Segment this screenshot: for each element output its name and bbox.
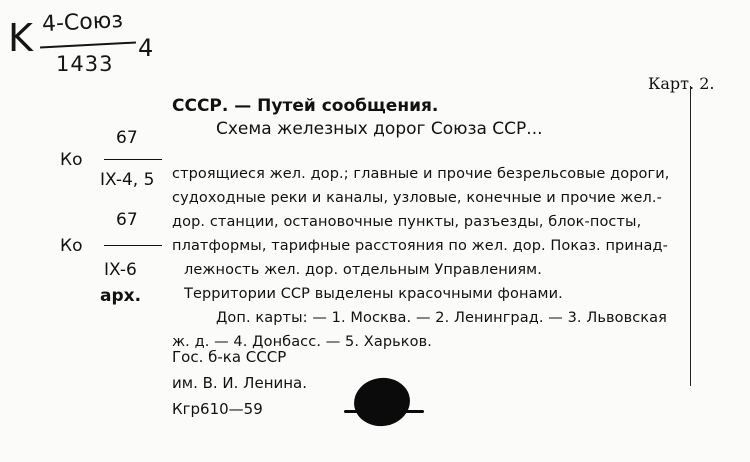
handwritten-divider — [40, 41, 136, 48]
card-description — [172, 162, 732, 354]
description-line: Территории ССР выделены красочными фонами. — [184, 286, 563, 302]
description-line: Доп. карты: — 1. Москва. — 2. Ленинград. — 3. Львовская — [216, 310, 667, 326]
handwritten-k: K — [8, 16, 31, 60]
ink-stamp — [351, 374, 413, 429]
library-block — [172, 344, 307, 422]
description-line: ж. д. — 4. Донбасс. — 5. Харьков. — [172, 334, 432, 350]
library-line: им. В. И. Ленина. — [172, 374, 308, 392]
handwritten-top: 4-Союз — [41, 7, 124, 38]
shelfmark-2-bottom: IX-6 — [104, 260, 137, 280]
description-line: строящиеся жел. дор.; главные и прочие безрельсовые дороги, — [172, 166, 670, 182]
card-number: Карт. 2. — [648, 74, 715, 93]
shelfmark-2-top: 67 — [116, 210, 138, 230]
shelfmark-2-prefix: Ко — [60, 236, 83, 256]
shelfmark-1-bottom: IX-4, 5 — [100, 170, 155, 190]
ink-stamp-underline — [344, 410, 424, 413]
description-line: дор. станции, остановочные пункты, разъезды, блок-посты, — [172, 214, 642, 230]
description-line: судоходные реки и каналы, узловые, конечные и прочие жел.- — [172, 190, 662, 206]
card-title: СССР. — Путей сообщения. — [172, 96, 439, 116]
description-line: лежность жел. дор. отдельным Управлениям. — [184, 262, 542, 278]
shelfmark-1-top: 67 — [116, 128, 138, 148]
library-line: Гос. б-ка СССР — [172, 348, 287, 366]
card-subtitle: Схема железных дорог Союза ССР... — [216, 119, 543, 139]
punch-line — [690, 86, 691, 386]
description-line: платформы, тарифные расстояния по жел. дор. Показ. принад- — [172, 238, 668, 254]
shelfmark-2-extra: арх. — [100, 286, 142, 306]
shelfmark-1-prefix: Ко — [60, 150, 83, 170]
handwritten-four: 4 — [138, 34, 154, 62]
library-line: Кгр610—59 — [172, 400, 263, 418]
shelfmark-2-bar — [104, 245, 162, 246]
handwritten-bottom: 1433 — [56, 52, 114, 76]
shelfmark-1-bar — [104, 159, 162, 160]
